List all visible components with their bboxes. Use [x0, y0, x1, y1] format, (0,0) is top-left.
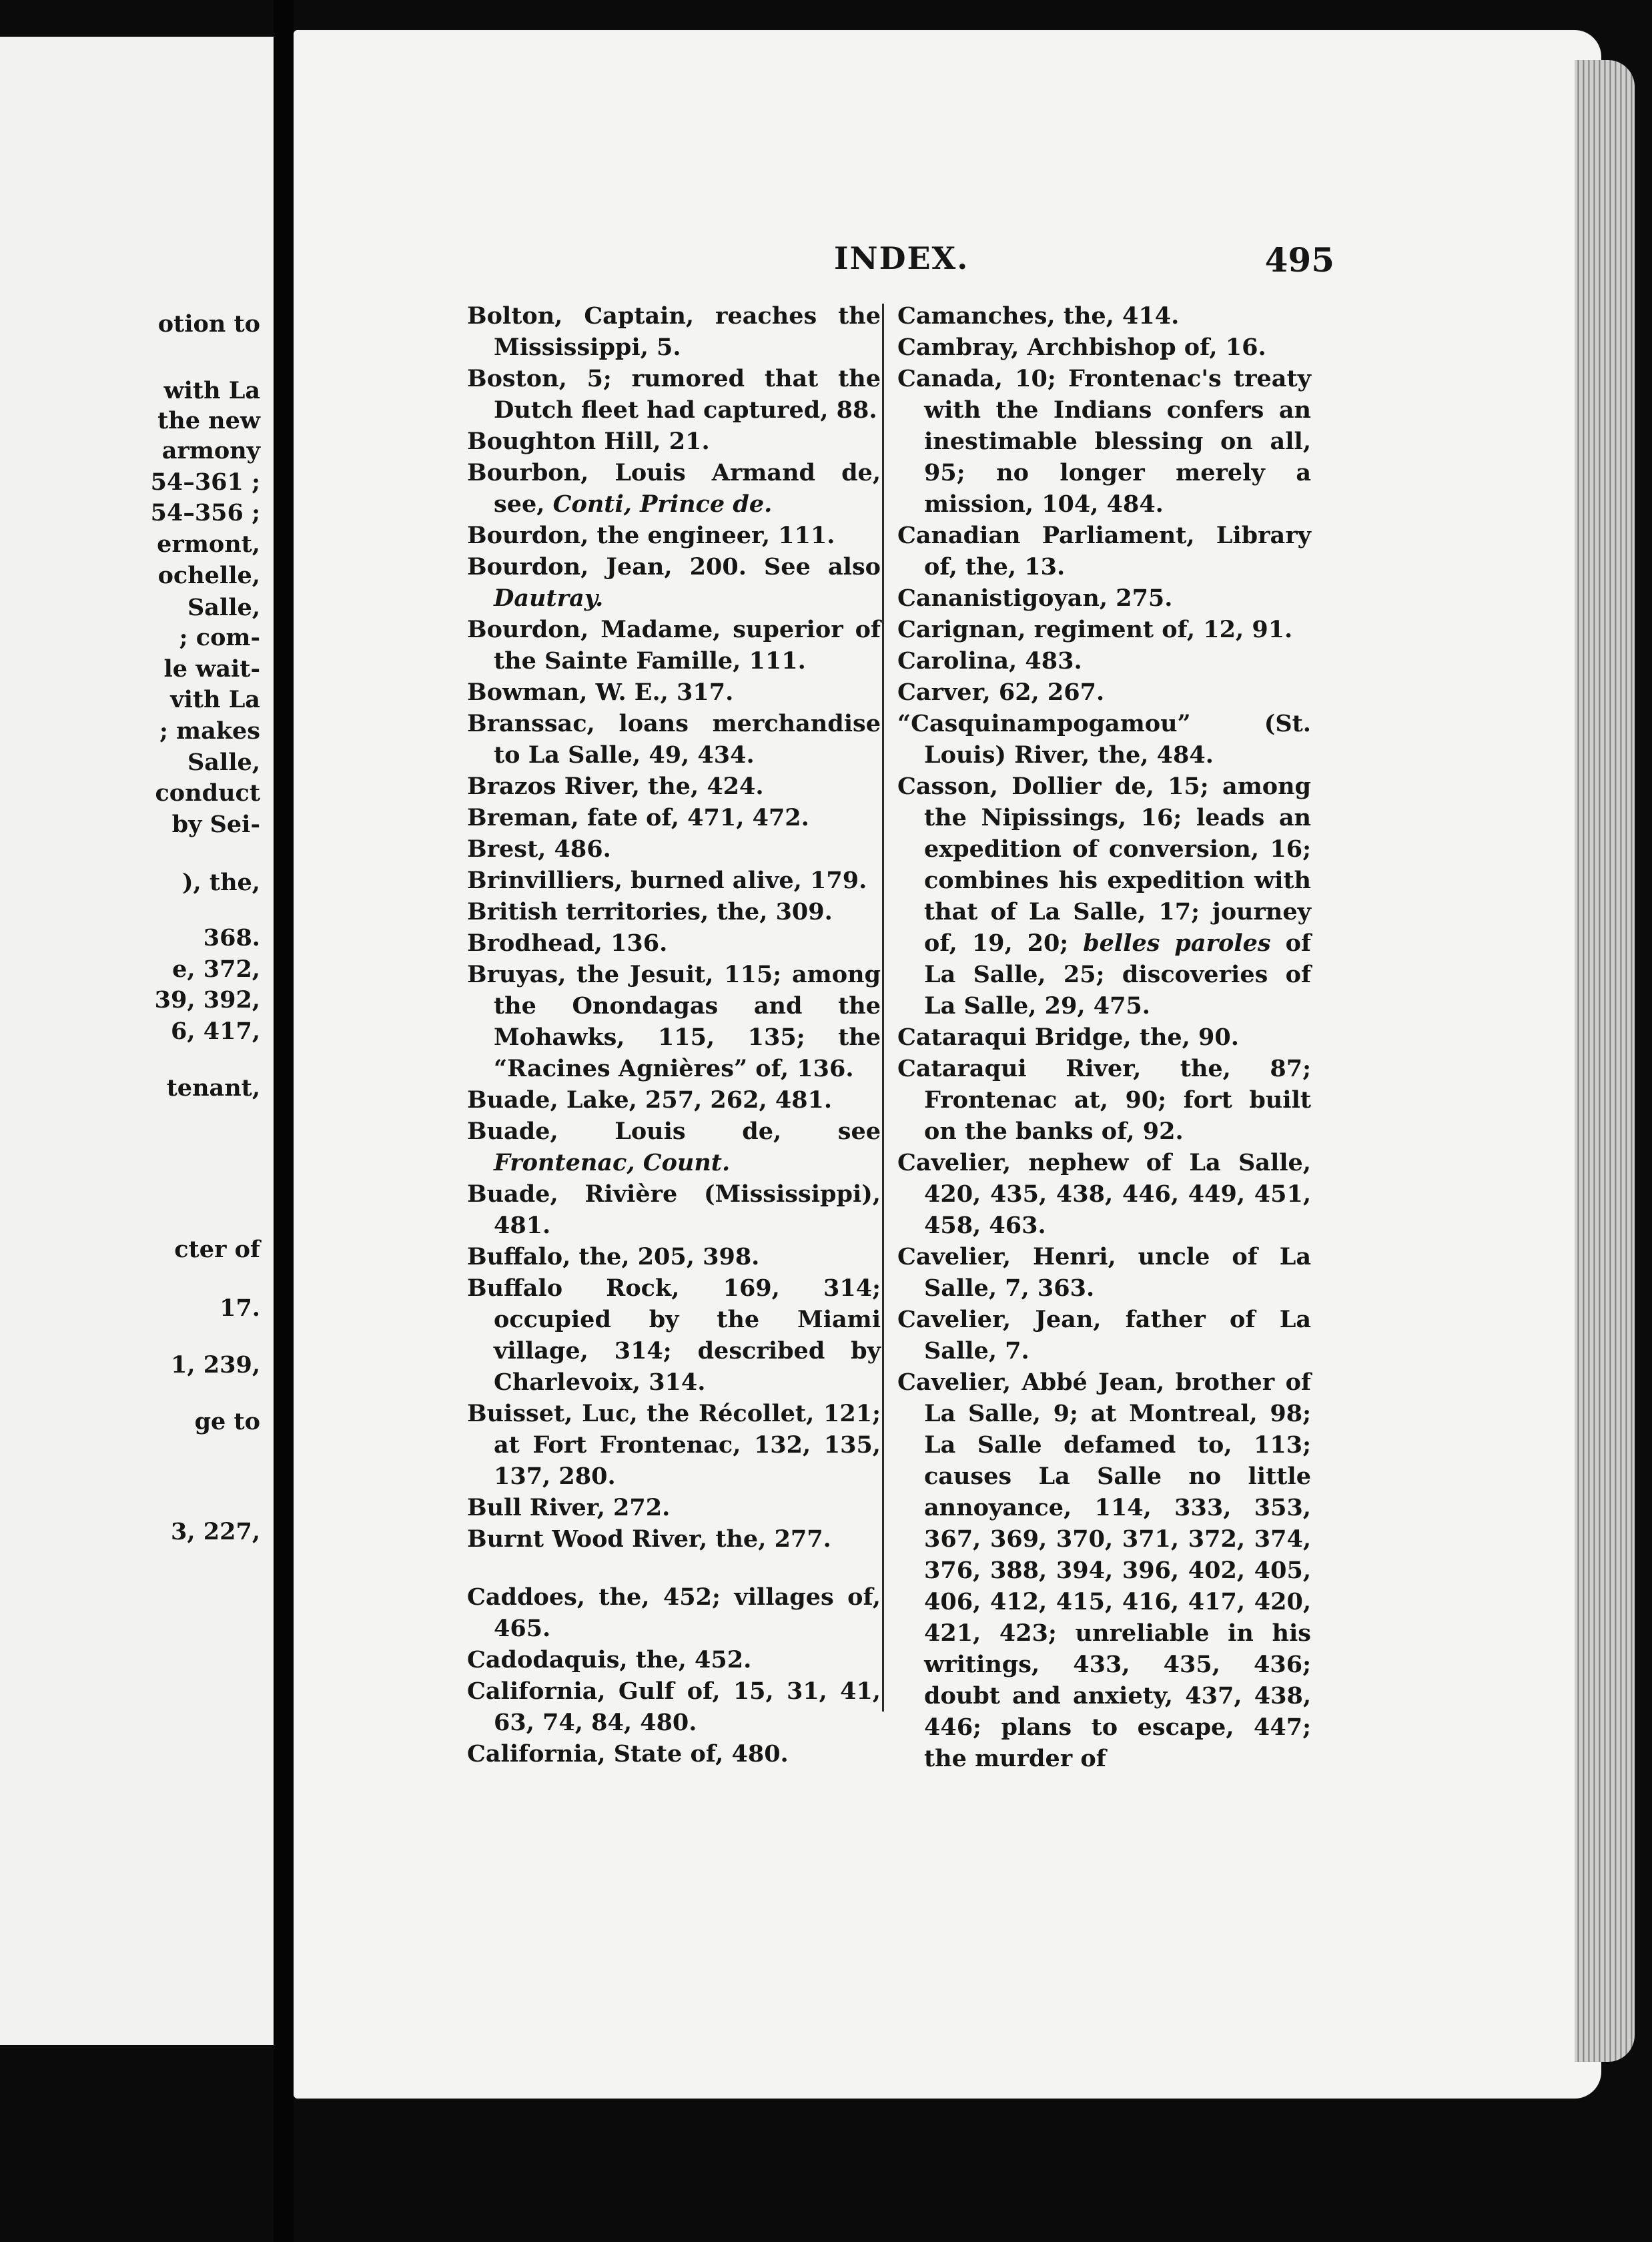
index-entry: [897, 645, 1311, 677]
index-entry-text: Brinvilliers, burned alive, 179.: [467, 867, 867, 894]
index-entry-text: Cavelier, Henri, uncle of La Salle, 7, 363.: [897, 1243, 1311, 1302]
previous-page: [0, 37, 274, 2045]
index-entry: [897, 363, 1311, 520]
index-entry-text: Bowman, W. E., 317.: [467, 679, 734, 706]
index-entry: [467, 1523, 881, 1555]
index-entry-text: Cadodaquis, the, 452.: [467, 1646, 752, 1673]
index-entry: [897, 1147, 1311, 1241]
previous-page-line: 39, 392,: [154, 986, 260, 1014]
previous-page-line: otion to: [157, 310, 260, 338]
index-entry-text: Carver, 62, 267.: [897, 679, 1105, 706]
index-entry: [467, 708, 881, 771]
index-entry: [467, 771, 881, 802]
previous-page-line: 54–356 ;: [150, 499, 260, 526]
index-entry-text: Cavelier, Jean, father of La Salle, 7.: [897, 1306, 1311, 1365]
index-entry: [467, 363, 881, 426]
index-entry: [467, 520, 881, 551]
index-entry-text: Bourdon, Jean, 200. See also: [467, 553, 881, 581]
index-entry-text: Buisset, Luc, the Récollet, 121; at Fort Frontenac, 132, 135, 137, 280.: [467, 1400, 881, 1490]
index-entry-text: Buade, Rivière (Mississippi), 481.: [467, 1180, 881, 1239]
previous-page-line: ochelle,: [157, 562, 260, 589]
index-entry-text: Burnt Wood River, the, 277.: [467, 1525, 831, 1553]
previous-page-line: cter of: [174, 1236, 260, 1263]
index-entry: [467, 927, 881, 959]
previous-page-line: the new: [157, 407, 260, 434]
previous-page-line: vith La: [170, 686, 260, 713]
index-entry-text: Canada, 10; Frontenac's treaty with the Indians confers an inestimable blessing on all, 95; no longer merely a mission, 104, 484.: [897, 365, 1311, 518]
index-entry: [467, 1492, 881, 1523]
index-entry-text: California, State of, 480.: [467, 1740, 789, 1768]
index-entry-text: Caddoes, the, 452; villages of, 465.: [467, 1583, 881, 1642]
index-entry-text: Cananistigoyan, 275.: [897, 585, 1173, 612]
index-entry-text: California, Gulf of, 15, 31, 41, 63, 74, 84, 480.: [467, 1677, 881, 1736]
index-entry-italic: Frontenac, Count.: [494, 1149, 731, 1176]
previous-page-line: 17.: [220, 1294, 260, 1322]
index-entry: [897, 677, 1311, 708]
index-entry-text: Buade, Lake, 257, 262, 481.: [467, 1086, 833, 1114]
previous-page-line: 3, 227,: [171, 1518, 260, 1545]
index-entry: [467, 833, 881, 865]
index-entry-text: Bolton, Captain, reaches the Mississippi, 5.: [467, 302, 881, 361]
index-entry-text: Brest, 486.: [467, 835, 611, 863]
index-entry: [467, 426, 881, 457]
index-entry-text: Cambray, Archbishop of, 16.: [897, 334, 1266, 361]
previous-page-line: ; makes: [159, 717, 260, 745]
previous-page-line: 6, 417,: [171, 1018, 260, 1045]
index-entry: [467, 614, 881, 677]
previous-page-line: 54–361 ;: [150, 468, 260, 496]
index-entry: [467, 865, 881, 896]
index-entry: [467, 300, 881, 363]
index-entry: [467, 1738, 881, 1770]
index-entry-text: Brazos River, the, 424.: [467, 773, 764, 800]
previous-page-line: Salle,: [187, 749, 260, 776]
index-entry-text: Bruyas, the Jesuit, 115; among the Onondagas and the Mohawks, 115, 135; the “Racines Agnières” of, 136.: [467, 961, 881, 1082]
previous-page-line: 1, 239,: [171, 1351, 260, 1379]
index-entry-text: Buffalo, the, 205, 398.: [467, 1243, 760, 1270]
index-entry-text: Bourdon, Madame, superior of the Sainte Famille, 111.: [467, 616, 881, 675]
index-entry: [467, 1178, 881, 1241]
page-number: 495: [1264, 240, 1334, 280]
column-divider: [882, 304, 884, 1712]
index-entry-text: Carignan, regiment of, 12, 91.: [897, 616, 1293, 643]
index-entry: [467, 1241, 881, 1272]
index-entry-text: Casson, Dollier de, 15; among the Nipissings, 16; leads an expedition of conversion, 16; combines his expedition with that of La Salle, 17; journey of, 19, 20;: [897, 773, 1311, 957]
index-entry-italic: Dautray.: [494, 585, 604, 612]
index-entry-text: Brodhead, 136.: [467, 929, 668, 957]
previous-page-line: le wait-: [163, 655, 260, 683]
index-entry-text: “Casquinampogamou” (St. Louis) River, the, 484.: [897, 710, 1311, 769]
index-entry-text: Canadian Parliament, Library of, the, 13.: [897, 522, 1311, 581]
index-entry: [467, 551, 881, 614]
previous-page-line: ermont,: [157, 530, 260, 558]
index-entry: [897, 1241, 1311, 1304]
index-entry-text: British territories, the, 309.: [467, 898, 833, 925]
index-entry-text: Breman, fate of, 471, 472.: [467, 804, 809, 831]
index-entry: [897, 583, 1311, 614]
index-entry-text: Cavelier, Abbé Jean, brother of La Salle, 9; at Montreal, 98; La Salle defamed to, 113; causes La Salle no little annoyance, 114, 333, 353, 367, 369, 370, 371, 372, 374, 376, 388, 394, 396, 402, 405, 406, 412, 415, 416, 417, 420, 421, 423; unreliable in his writings, 433, 435, 436; doubt and anxiety, 437, 438, 446; plans to escape, 447; the murder of: [897, 1369, 1311, 1772]
previous-page-line: tenant,: [166, 1074, 260, 1102]
index-entry-text: Bull River, 272.: [467, 1494, 671, 1521]
previous-page-line: ), the,: [182, 869, 260, 896]
index-entry: [897, 1304, 1311, 1367]
index-entry: [897, 332, 1311, 363]
previous-page-line: ge to: [194, 1408, 260, 1435]
index-entry-text-cont: of La Salle, 25; discoveries of La Salle, 29, 475.: [924, 929, 1312, 1020]
index-entry-text: Cataraqui Bridge, the, 90.: [897, 1024, 1239, 1051]
index-entry: [897, 1053, 1311, 1147]
index-entry-text: Boughton Hill, 21.: [467, 428, 710, 455]
previous-page-line: armony: [161, 437, 260, 464]
index-entry: [467, 1116, 881, 1178]
book-gutter: [274, 0, 294, 2242]
index-entry: [897, 300, 1311, 332]
index-entry: [467, 1644, 881, 1675]
index-entry-text: Buade, Louis de, see: [467, 1118, 881, 1145]
index-entry: [467, 677, 881, 708]
index-entry: [467, 457, 881, 520]
page-header: [834, 240, 1334, 280]
index-entry: [897, 771, 1311, 1022]
index-entry-italic: Conti, Prince de.: [552, 490, 773, 518]
running-head: INDEX.: [834, 240, 969, 276]
index-entry: [897, 1022, 1311, 1053]
index-entry: [897, 708, 1311, 771]
index-entry: [897, 520, 1311, 583]
index-column-right: [897, 300, 1311, 1774]
index-entry-italic: belles paroles: [1083, 929, 1271, 957]
index-entry-text: Camanches, the, 414.: [897, 302, 1180, 330]
previous-page-line: by Sei-: [171, 811, 260, 838]
index-entry-text: Cataraqui River, the, 87; Frontenac at, 90; fort built on the banks of, 92.: [897, 1055, 1311, 1145]
index-column-left: [467, 300, 881, 1770]
index-entry: [467, 1675, 881, 1738]
index-entry-text: Branssac, loans merchandise to La Salle, 49, 434.: [467, 710, 881, 769]
index-entry: [467, 1581, 881, 1644]
index-entry-text: Bourdon, the engineer, 111.: [467, 522, 835, 549]
index-entry: [897, 1367, 1311, 1774]
index-entry-text: Buffalo Rock, 169, 314; occupied by the Miami village, 314; described by Charlevoix, 314.: [467, 1274, 881, 1396]
index-entry: [467, 959, 881, 1084]
index-entry: [467, 1084, 881, 1116]
page-edges: [1575, 60, 1635, 2062]
previous-page-line: 368.: [203, 924, 260, 952]
previous-page-line: conduct: [155, 779, 260, 807]
index-entry: [467, 802, 881, 833]
index-entry: [467, 1398, 881, 1492]
index-entry-text: Bourbon, Louis Armand de, see,: [467, 459, 881, 518]
index-entry: [897, 614, 1311, 645]
index-entry: [467, 896, 881, 927]
index-entry-text: Boston, 5; rumored that the Dutch fleet had captured, 88.: [467, 365, 881, 424]
index-entry-text: Carolina, 483.: [897, 647, 1082, 675]
previous-page-line: Salle,: [187, 594, 260, 621]
index-entry: [467, 1272, 881, 1398]
previous-page-line: e, 372,: [172, 956, 260, 983]
index-entry-text: Cavelier, nephew of La Salle, 420, 435, 438, 446, 449, 451, 458, 463.: [897, 1149, 1311, 1239]
previous-page-line: with La: [163, 377, 260, 404]
previous-page-line: ; com-: [179, 624, 260, 651]
